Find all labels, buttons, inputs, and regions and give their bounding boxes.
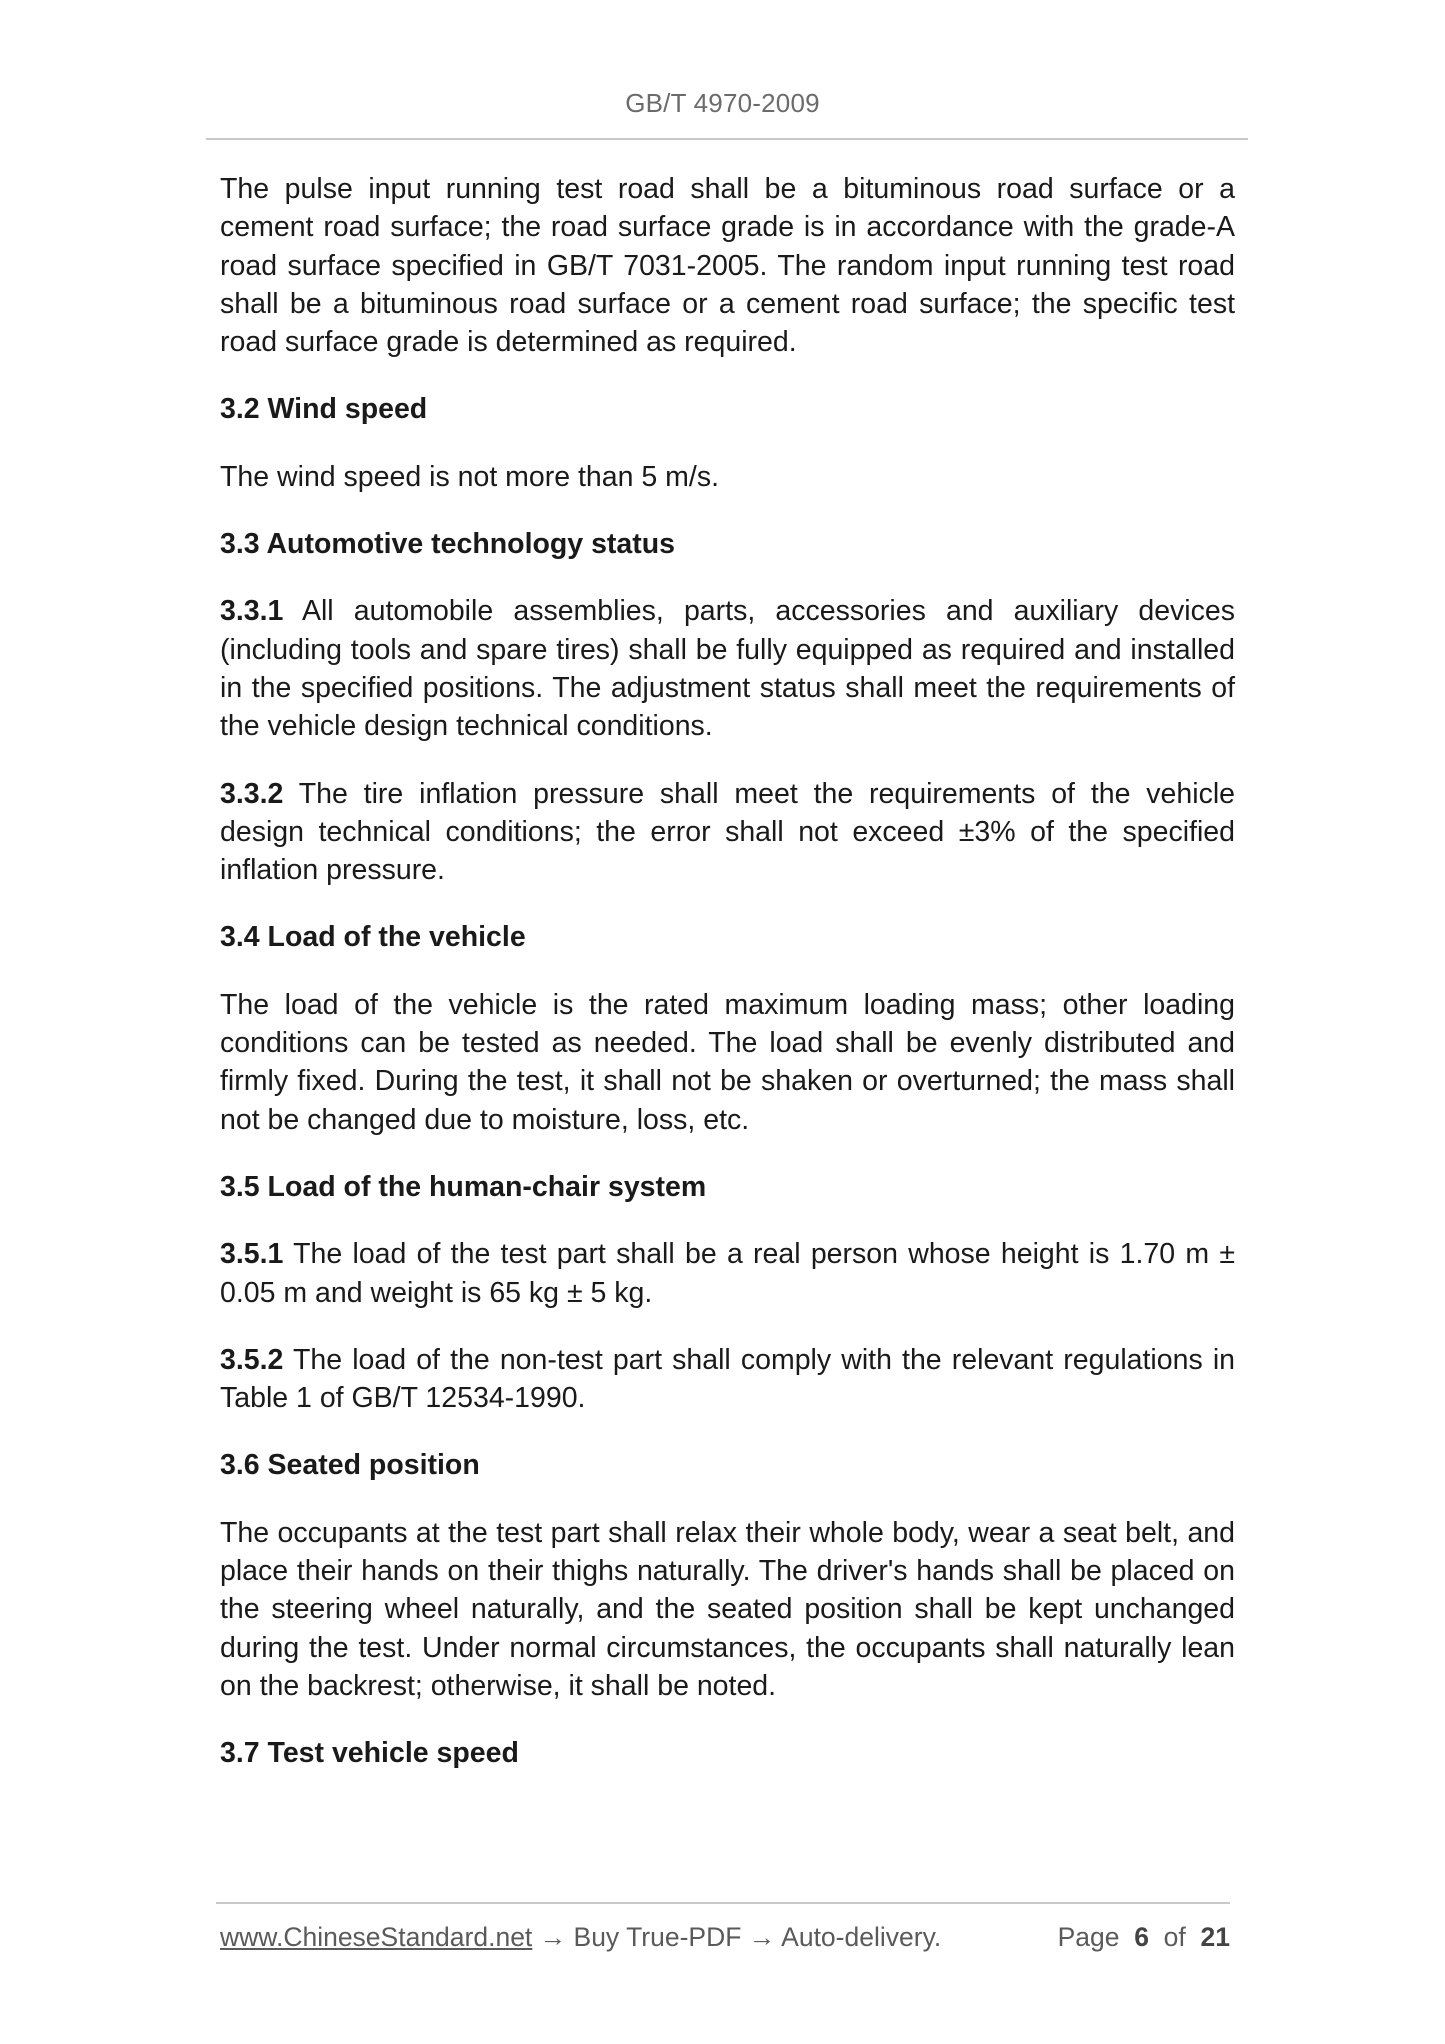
paragraph-test-road: The pulse input running test road shall be a bituminous road surface or a cement road surface; the road surface grade is in accordance with the grade-A road surface specified in GB/T 7031-2005. The random input running test road shall be a bituminous road surface or a cement road surface; the specific test road surface grade is determined as required. <box>220 173 1235 359</box>
paragraph-3-5-1 <box>220 1235 1235 1312</box>
website-link[interactable]: www.ChineseStandard.net <box>220 1922 533 1952</box>
section-heading-vehicle-load: 3.4 Load of the vehicle <box>220 921 526 954</box>
current-page-number: 6 <box>1134 1922 1149 1952</box>
clause-number: 3.3.1 <box>220 595 284 628</box>
header-divider <box>206 138 1248 140</box>
clause-number: 3.5.2 <box>220 1343 284 1376</box>
clause-text: The tire inflation pressure shall meet the requirements of the vehicle design technical conditions; the error shall not exceed ±3% of the specified inflation pressure. <box>220 777 1235 887</box>
document-body <box>220 170 1235 1802</box>
clause-number: 3.5.1 <box>220 1238 284 1271</box>
clause-number: 3.3.2 <box>220 777 284 810</box>
document-header-title: GB/T 4970-2009 <box>625 88 820 118</box>
footer-promo <box>220 1922 941 1953</box>
footer-divider <box>216 1902 1230 1904</box>
paragraph-3-5-2 <box>220 1341 1235 1418</box>
paragraph-3-3-1 <box>220 592 1235 745</box>
paragraph-3-3-2 <box>220 775 1235 890</box>
page-counter <box>1058 1922 1230 1953</box>
paragraph-seated-position: The occupants at the test part shall relax their whole body, wear a seat belt, and place their hands on their thighs naturally. The driver's hands shall be placed on the steering wheel naturally, and the seated position shall be kept unchanged during the test. Under normal circumstances, the occupants shall naturally lean on the backrest; otherwise, it shall be noted. <box>220 1516 1235 1702</box>
paragraph-wind-speed: The wind speed is not more than 5 m/s. <box>220 460 720 493</box>
total-pages-number: 21 <box>1200 1922 1230 1952</box>
section-heading-human-chair-load: 3.5 Load of the human-chair system <box>220 1170 707 1203</box>
section-heading-automotive-status: 3.3 Automotive technology status <box>220 528 676 561</box>
page-footer <box>220 1922 1230 1962</box>
section-heading-test-vehicle-speed: 3.7 Test vehicle speed <box>220 1737 519 1770</box>
section-heading-seated-position: 3.6 Seated position <box>220 1449 480 1482</box>
page-word: Page <box>1057 1922 1120 1952</box>
section-heading-wind-speed: 3.2 Wind speed <box>220 393 428 426</box>
clause-text: The load of the test part shall be a real person whose height is 1.70 m ± 0.05 m and weight is 65 kg ± 5 kg. <box>220 1238 1235 1309</box>
footer-tagline: → Buy True-PDF → Auto-delivery. <box>532 1922 942 1952</box>
paragraph-vehicle-load: The load of the vehicle is the rated maximum loading mass; other loading conditions can be tested as needed. The load shall be evenly distributed and firmly fixed. During the test, it shall not be shaken or overturned; the mass shall not be changed due to moisture, loss, etc. <box>220 988 1235 1136</box>
clause-text: The load of the non-test part shall comply with the relevant regulations in Table 1 of GB/T 12534-1990. <box>220 1343 1235 1415</box>
of-word: of <box>1163 1922 1186 1952</box>
clause-text: All automobile assemblies, parts, accessories and auxiliary devices (including tools and spare tires) shall be fully equipped as required and installed in the specified positions. The adjustment status shall meet the requirements of the vehicle design technical conditions. <box>220 595 1235 743</box>
